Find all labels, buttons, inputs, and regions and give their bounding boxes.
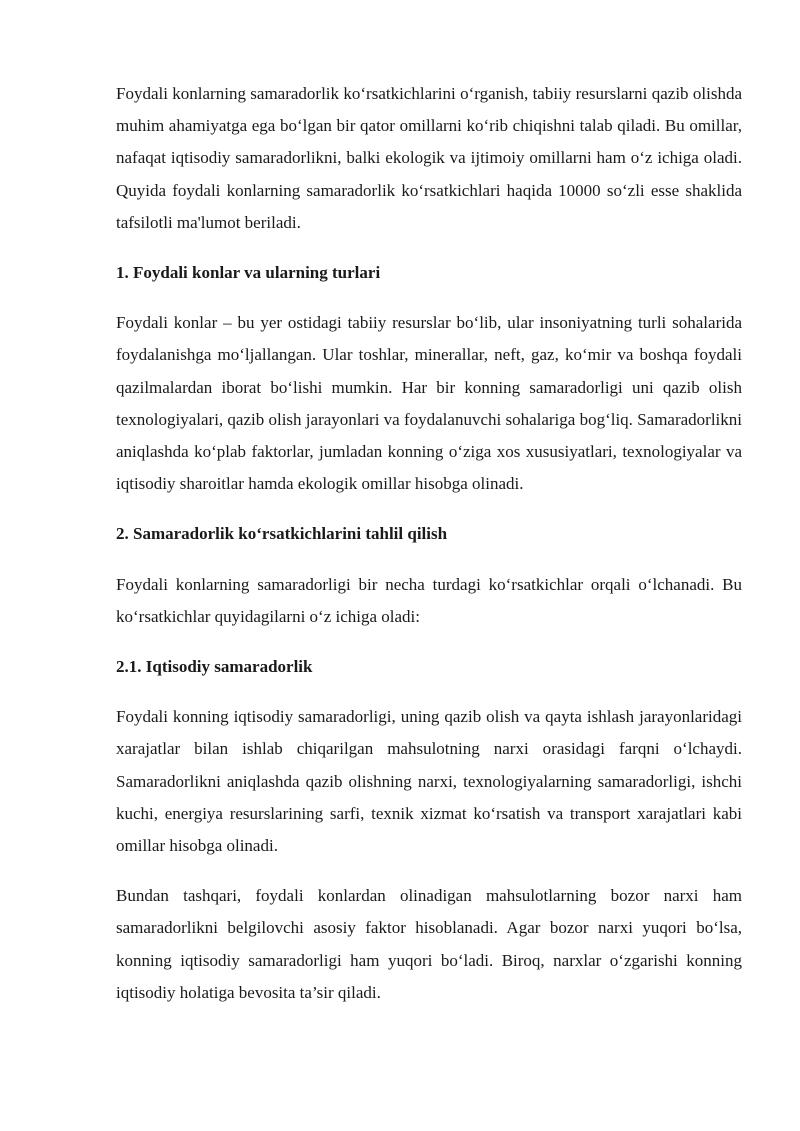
intro-paragraph: Foydali konlarning samaradorlik ko‘rsatkichlarini o‘rganish, tabiiy resurslarni qazib olishda muhim ahamiyatga ega bo‘lgan bir qator omillarni ko‘rib chiqishni talab qiladi. Bu omillar, nafaqat iqtisodiy samaradorlikni, balki ekologik va ijtimoiy omillarni ham o‘z ichiga oladi. Quyida foydali konlarning samaradorlik ko‘rsatkichlari haqida 10000 so‘zli esse shaklida tafsilotli ma'lumot beriladi. bbox=[116, 84, 742, 232]
section-2-1-heading: 2.1. Iqtisodiy samaradorlik bbox=[116, 657, 313, 677]
section-2-1-paragraph-1: Foydali konning iqtisodiy samaradorligi, uning qazib olish va qayta ishlash jarayonlaridagi xarajatlar bilan ishlab chiqarilgan mahsulotning narxi orasidagi farqni o‘lchaydi. Samaradorlikni aniqlashda qazib olishning narxi, texnologiyalarning samaradorligi, ishchi kuchi, energiya resurslarining sarfi, texnik xizmat ko‘rsatish va transport xarajatlari kabi omillar hisobga olinadi. bbox=[116, 707, 742, 856]
section-2-1-paragraph-2: Bundan tashqari, foydali konlardan olinadigan mahsulotlarning bozor narxi ham samaradorlikni belgilovchi asosiy faktor hisoblanadi. Agar bozor narxi yuqori bo‘lsa, konning iqtisodiy samaradorligi ham yuqori bo‘ladi. Biroq, narxlar o‘zgarishi konning iqtisodiy holatiga bevosita ta’sir qiladi. bbox=[116, 886, 742, 1002]
section-2-heading: 2. Samaradorlik ko‘rsatkichlarini tahlil qilish bbox=[116, 524, 448, 544]
section-1-heading: 1. Foydali konlar va ularning turlari bbox=[116, 263, 381, 283]
document-page bbox=[116, 78, 742, 1027]
section-2-paragraph: Foydali konlarning samaradorligi bir necha turdagi ko‘rsatkichlar orqali o‘lchanadi. Bu ko‘rsatkichlar quyidagilarni o‘z ichiga oladi: bbox=[116, 574, 742, 626]
section-1-paragraph: Foydali konlar – bu yer ostidagi tabiiy resurslar bo‘lib, ular insoniyatning turli sohalarida foydalanishga mo‘ljallangan. Ular toshlar, minerallar, neft, gaz, ko‘mir va boshqa foydali qazilmalardan iborat bo‘lishi mumkin. Har bir konning samaradorligi uni qazib olish texnologiyalari, qazib olish jarayonlari va foydalanuvchi sohalariga bog‘liq. Samaradorlikni aniqlashda ko‘plab faktorlar, jumladan konning o‘ziga xos xususiyatlari, texnologiyalar va iqtisodiy sharoitlar hamda ekologik omillar hisobga olinadi. bbox=[116, 313, 742, 494]
